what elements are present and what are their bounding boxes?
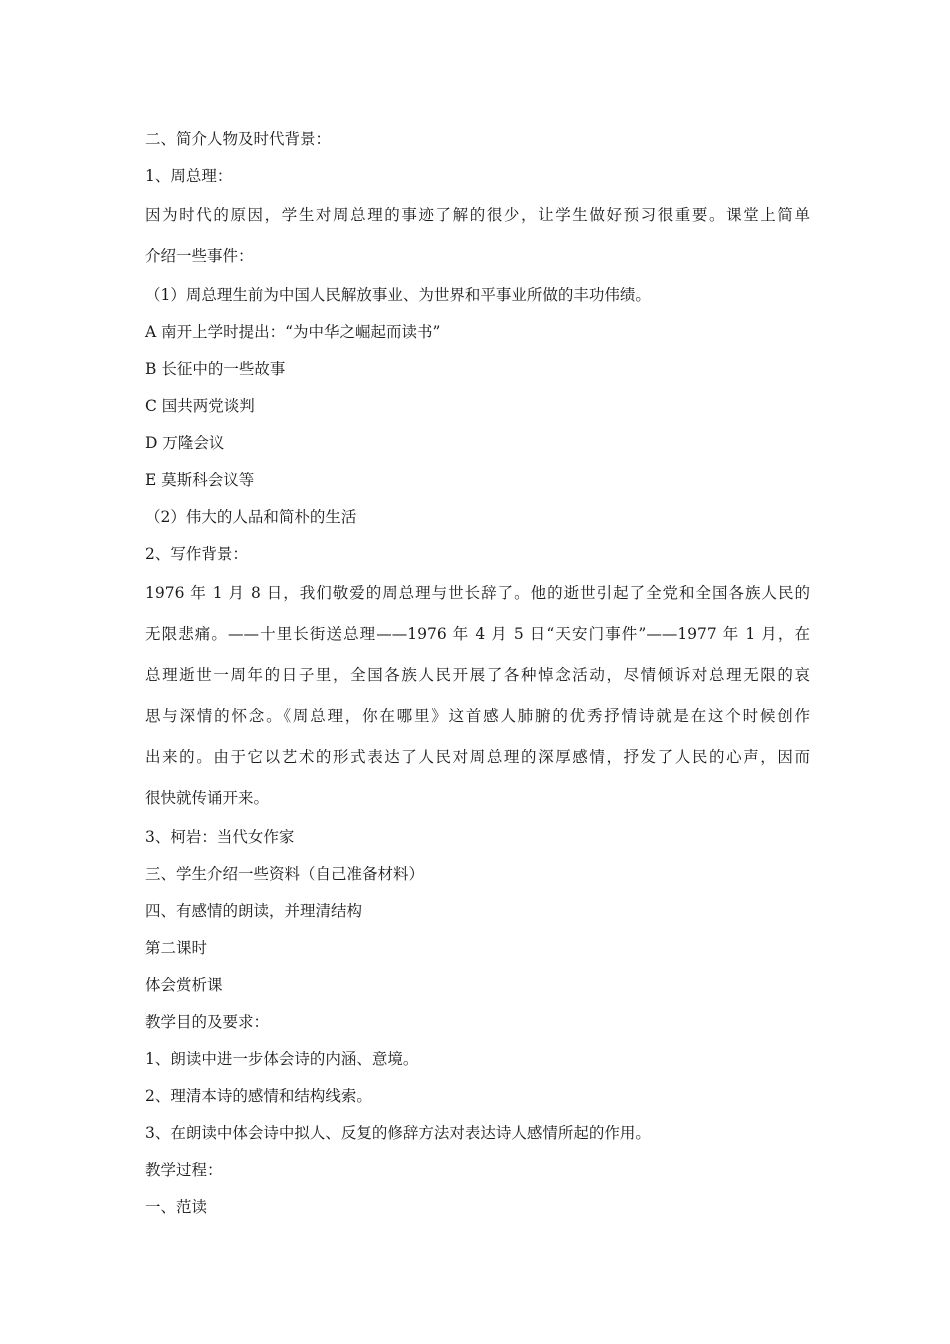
section-heading: 四、有感情的朗读，并理清结构 [145,902,363,920]
list-item: 1、朗读中进一步体会诗的内涵、意境。 [145,1050,419,1068]
list-item: E 莫斯科会议等 [145,471,255,489]
list-item: （2）伟大的人品和简朴的生活 [145,508,357,526]
list-item: D 万隆会议 [145,434,225,452]
process-heading: 教学过程： [145,1161,223,1179]
lesson-type: 体会赏析课 [145,976,223,994]
objectives-heading: 教学目的及要求： [145,1013,270,1031]
section-heading: 三、学生介绍一些资料（自己准备材料） [145,865,425,883]
paragraph-line: 很快就传诵开来。 [145,789,270,807]
subsection-heading: 1、周总理： [145,167,233,185]
paragraph-line: 思与深情的怀念。《周总理，你在哪里》这首感人肺腑的优秀抒情诗就是在这个时候创作 [145,707,810,725]
paragraph-line: 1976 年 1 月 8 日，我们敬爱的周总理与世长辞了。他的逝世引起了全党和全国各族人民的 [145,584,810,602]
list-item: 3、在朗读中体会诗中拟人、反复的修辞方法对表达诗人感情所起的作用。 [145,1124,651,1142]
section-heading: 一、范读 [145,1198,208,1216]
list-item: 2、理清本诗的感情和结构线索。 [145,1087,372,1105]
list-item: C 国共两党谈判 [145,397,255,415]
paragraph-line: 总理逝世一周年的日子里，全国各族人民开展了各种悼念活动，尽情倾诉对总理无限的哀 [145,666,810,684]
document-body [145,121,810,1226]
list-item: B 长征中的一些故事 [145,360,286,378]
list-item: （1）周总理生前为中国人民解放事业、为世界和平事业所做的丰功伟绩。 [145,286,651,304]
paragraph-line: 无限悲痛。——十里长街送总理——1976 年 4 月 5 日“天安门事件”——1977 年 1 月，在 [145,625,810,643]
paragraph-line: 出来的。由于它以艺术的形式表达了人民对周总理的深厚感情，抒发了人民的心声，因而 [145,748,810,766]
section-heading: 二、简介人物及时代背景： [145,130,332,148]
lesson-heading: 第二课时 [145,939,208,957]
subsection-heading: 3、柯岩：当代女作家 [145,828,295,846]
subsection-heading: 2、写作背景： [145,545,248,563]
paragraph-line: 介绍一些事件： [145,247,254,265]
list-item: A 南开上学时提出：“为中华之崛起而读书” [145,323,441,341]
paragraph-line: 因为时代的原因，学生对周总理的事迹了解的很少，让学生做好预习很重要。课堂上简单 [145,206,810,224]
